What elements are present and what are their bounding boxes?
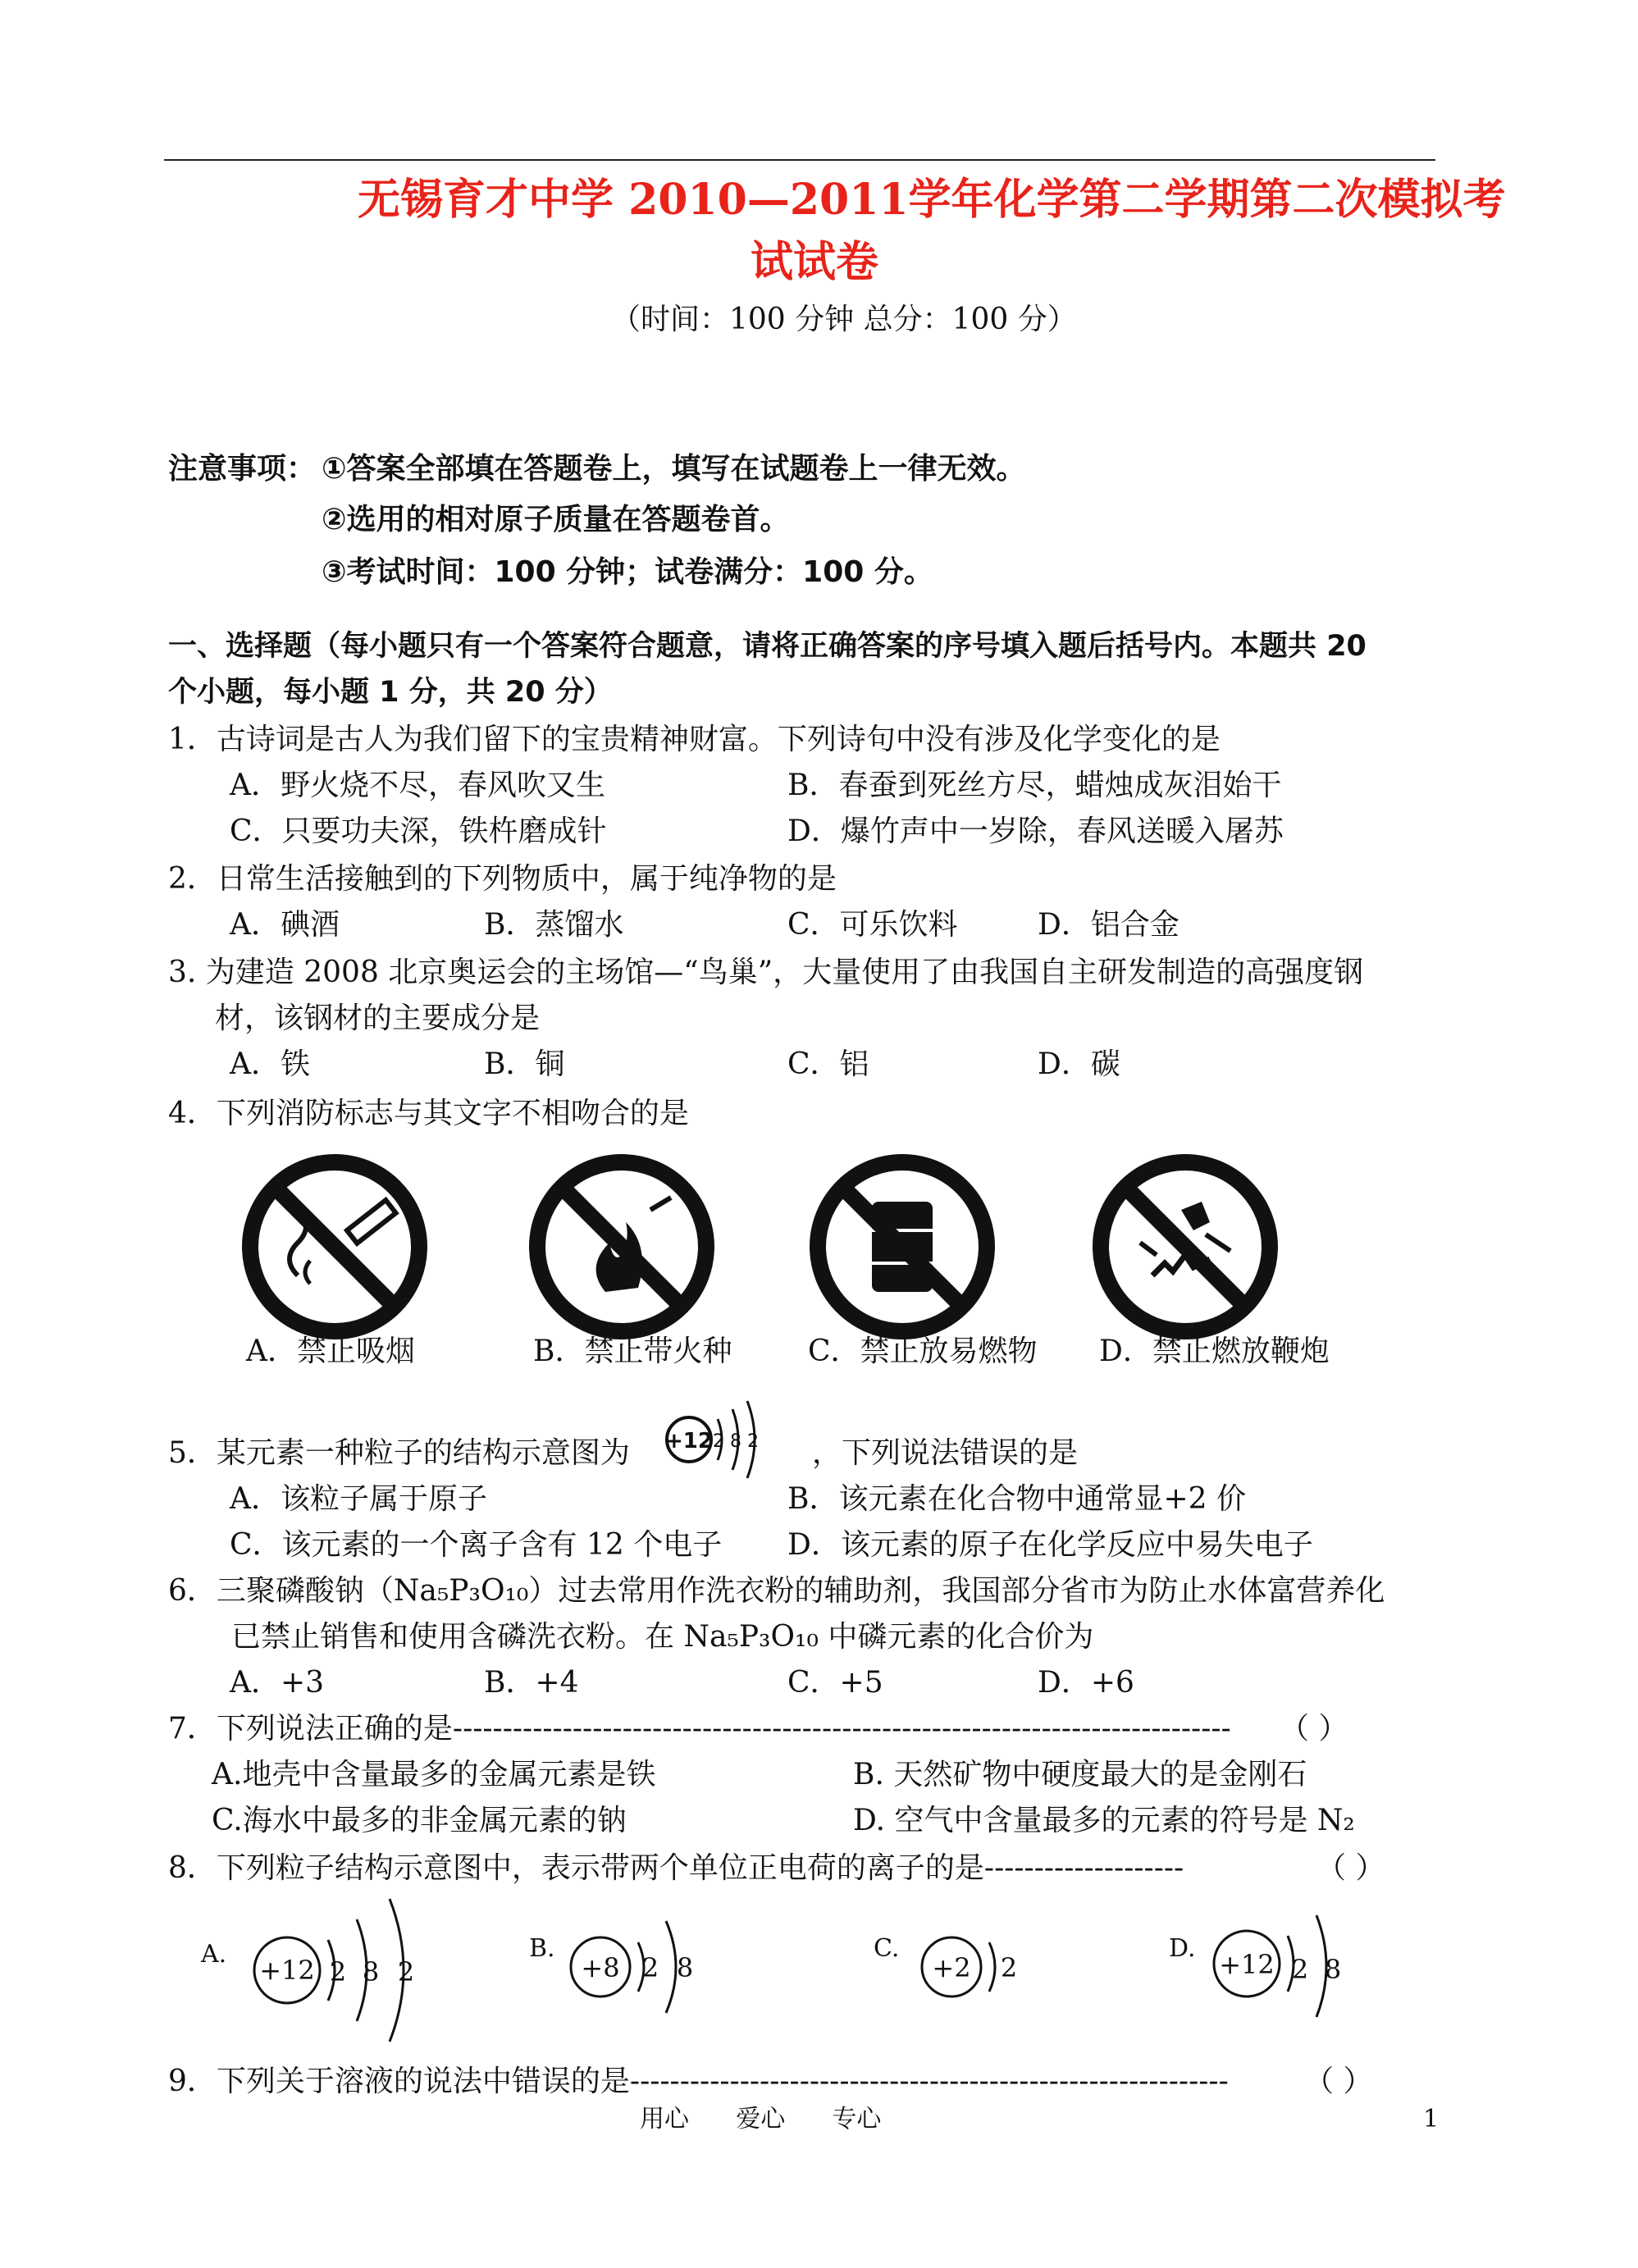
section-heading: 一、选择题（每小题只有一个答案符合题意，请将正确答案的序号填入题后括号内。本题共 20 [168, 630, 1367, 663]
q8-stem: 8．下列粒子结构示意图中，表示带两个单位正电荷的离子的是-------------------- [168, 1851, 1184, 1885]
q8-answer-bracket: （ ） [1316, 1851, 1385, 1885]
q8-option-d-diagram [1165, 1911, 1378, 2034]
svg-text:A.: A. [201, 1940, 227, 1969]
q2-option-d: D．铝合金 [1038, 908, 1179, 942]
no-smoking-sign-icon [240, 1152, 429, 1341]
svg-text:8: 8 [1324, 1954, 1342, 1985]
q1-stem: 1．古诗词是古人为我们留下的宝贵精神财富。下列诗句中没有涉及化学变化的是 [168, 723, 1221, 756]
q6-option-c: C．+5 [787, 1666, 883, 1700]
svg-text:2: 2 [1000, 1952, 1018, 1983]
svg-text:8: 8 [676, 1952, 694, 1983]
q2-option-a: A．碘酒 [230, 908, 340, 942]
q4-stem: 4．下列消防标志与其文字不相吻合的是 [168, 1097, 689, 1130]
q5-option-d: D．该元素的原子在化学反应中易失电子 [787, 1528, 1313, 1562]
q1-option-b: B．春蚕到死丝方尽，蜡烛成灰泪始干 [787, 769, 1282, 802]
no-fireworks-sign-icon [1091, 1152, 1280, 1341]
q8-option-a-diagram [197, 1895, 443, 2042]
svg-text:+12: +12 [259, 1955, 315, 1986]
no-fire-sign-icon [527, 1152, 716, 1341]
svg-text:2: 2 [641, 1952, 659, 1983]
section-heading-line2: 个小题，每小题 1 分，共 20 分） [168, 676, 613, 709]
exam-meta: （时间：100 分钟 总分：100 分） [611, 303, 1077, 336]
page-number: 1 [1423, 2105, 1440, 2133]
svg-text:C.: C. [874, 1934, 900, 1963]
q2-option-c: C．可乐饮料 [787, 908, 958, 942]
q4-option-c: C．禁止放易燃物 [808, 1335, 1038, 1368]
svg-text:2: 2 [329, 1956, 347, 1987]
q5-atom-diagram [660, 1394, 783, 1493]
q3-option-c: C．铝 [787, 1047, 869, 1081]
q3-stem: 3. 为建造 2008 北京奥运会的主场馆—“鸟巢”，大量使用了由我国自主研发制造的高强度钢 [168, 956, 1364, 989]
svg-text:+2: +2 [932, 1952, 971, 1983]
page-title-line2: 试试卷 [751, 237, 879, 287]
q5-option-b: B．该元素在化合物中通常显+2 价 [787, 1482, 1246, 1516]
note-item-3: ③考试时间：100 分钟；试卷满分：100 分。 [322, 555, 933, 589]
q4-option-d: D．禁止燃放鞭炮 [1099, 1335, 1330, 1368]
q8-option-b-diagram [525, 1911, 714, 2026]
q3-option-a: A．铁 [230, 1047, 310, 1081]
q7-option-c: C.海水中最多的非金属元素的钠 [212, 1804, 627, 1837]
q2-option-b: B．蒸馏水 [484, 908, 624, 942]
svg-text:D.: D. [1169, 1934, 1196, 1963]
svg-text:+12: +12 [1219, 1949, 1275, 1980]
svg-text:B.: B. [529, 1934, 555, 1963]
q6-stem-line2: 已禁止销售和使用含磷洗衣粉。在 Na₅P₃O₁₀ 中磷元素的化合价为 [231, 1620, 1094, 1654]
q5-stem: 5．某元素一种粒子的结构示意图为 [168, 1436, 630, 1470]
q9-stem: 9．下列关于溶液的说法中错误的是------------------------------------------------------------ [168, 2065, 1229, 2098]
q7-option-b: B. 天然矿物中硬度最大的是金刚石 [853, 1758, 1307, 1791]
svg-text:2: 2 [397, 1956, 415, 1987]
svg-text:8: 8 [362, 1956, 380, 1987]
q3-stem-line2: 材，该钢材的主要成分是 [215, 1002, 541, 1035]
q5-shells-label: 2 8 2 [713, 1431, 759, 1452]
q4-option-b: B．禁止带火种 [533, 1335, 732, 1368]
q1-option-c: C．只要功夫深，铁杵磨成针 [230, 815, 607, 848]
q4-option-a: A．禁止吸烟 [246, 1335, 415, 1368]
svg-text:2: 2 [1291, 1954, 1309, 1985]
q6-option-b: B．+4 [484, 1666, 579, 1700]
q7-stem: 7．下列说法正确的是------------------------------------------------------------------------------ [168, 1712, 1231, 1745]
no-flammables-sign-icon [808, 1152, 997, 1341]
q2-stem: 2．日常生活接触到的下列物质中，属于纯净物的是 [168, 862, 837, 896]
q5-option-c: C．该元素的一个离子含有 12 个电子 [230, 1528, 723, 1562]
q7-option-d: D. 空气中含量最多的元素的符号是 N₂ [853, 1804, 1355, 1837]
footer-motto: 用心 爱心 专心 [640, 2105, 882, 2133]
q5-nucleus-label: +12 [665, 1429, 713, 1453]
q6-option-a: A．+3 [230, 1666, 325, 1700]
svg-text:+8: +8 [581, 1952, 620, 1983]
q7-option-a: A.地壳中含量最多的金属元素是铁 [212, 1758, 656, 1791]
q7-answer-bracket: （ ） [1280, 1712, 1348, 1745]
q9-answer-bracket: （ ） [1304, 2065, 1373, 2098]
q1-option-d: D．爆竹声中一岁除，春风送暖入屠苏 [787, 815, 1284, 848]
note-item-1: ①答案全部填在答题卷上，填写在试题卷上一律无效。 [322, 452, 1026, 486]
q6-option-d: D．+6 [1038, 1666, 1134, 1700]
q1-option-a: A．野火烧不尽，春风吹又生 [230, 769, 605, 802]
q3-option-b: B．铜 [484, 1047, 565, 1081]
header-rule [164, 159, 1435, 161]
note-item-2: ②选用的相对原子质量在答题卷首。 [322, 503, 790, 536]
q5-option-a: A．该粒子属于原子 [230, 1482, 487, 1516]
q3-option-d: D．碳 [1038, 1047, 1120, 1081]
q5-stem-tail: ，下列说法错误的是 [812, 1436, 1079, 1470]
notes-label: 注意事项： [168, 452, 317, 486]
q8-option-c-diagram [869, 1911, 1033, 2026]
page-title: 无锡育才中学 2010—2011学年化学第二学期第二次模拟考 [358, 175, 1506, 225]
q6-stem: 6．三聚磷酸钠（Na₅P₃O₁₀）过去常用作洗衣粉的辅助剂，我国部分省市为防止水体富营养化 [168, 1574, 1385, 1608]
